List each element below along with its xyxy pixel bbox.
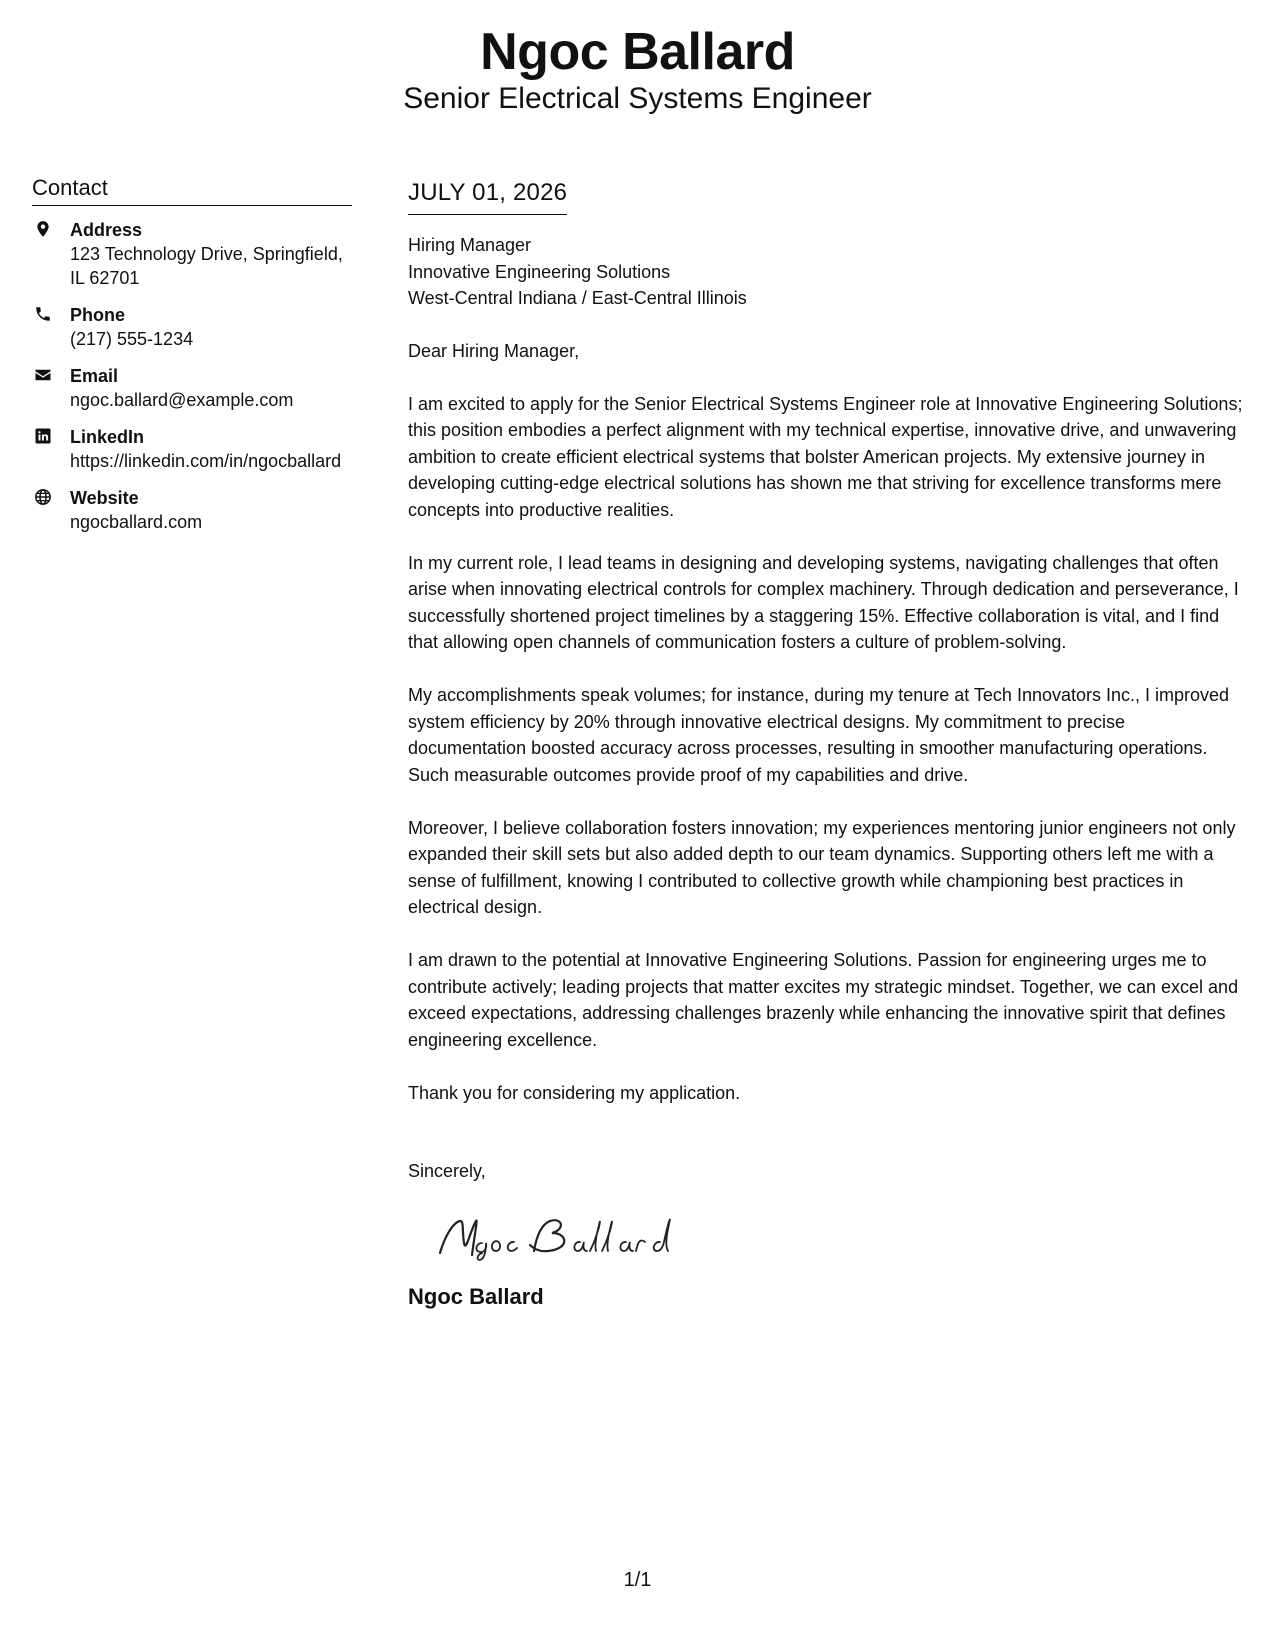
salutation: Dear Hiring Manager,	[408, 340, 580, 361]
contact-item-phone	[32, 303, 352, 351]
recipient-line: West-Central Indiana / East-Central Illinois	[408, 288, 747, 308]
map-pin-icon	[34, 220, 52, 238]
linkedin-label: LinkedIn	[70, 427, 145, 447]
globe-icon	[34, 488, 52, 506]
address-value: 123 Technology Drive, Springfield, IL 62701	[70, 244, 343, 288]
contact-item-linkedin	[32, 425, 352, 473]
handwritten-signature	[430, 1209, 690, 1269]
thank-you-line: Thank you for considering my application.	[408, 1082, 741, 1103]
envelope-icon	[34, 366, 52, 384]
body-paragraph: I am excited to apply for the Senior Electrical Systems Engineer role at Innovative Engineering Solutions; this position embodies a perfect alignment with my technical expertise, innovative drive, and unwavering ambition to create efficient electrical systems that bolster American projects. My extensive journey in developing cutting-edge electrical solutions has shown me that striving for excellence transforms mere concepts into productive realities.	[408, 393, 1243, 520]
contact-item-website	[32, 486, 352, 534]
body-paragraph: In my current role, I lead teams in designing and developing systems, navigating challenges that often arise when innovating electrical controls for complex machinery. Through dedication and perseverance, I successfully shortened project timelines by a staggering 15%. Effective collaboration is vital, and I find that allowing open channels of communication fosters a culture of problem-solving.	[408, 552, 1239, 652]
body-paragraph: I am drawn to the potential at Innovative Engineering Solutions. Passion for engineering urges me to contribute actively; leading projects that matter excites my strategic mindset. Together, we can excel and exceed expectations, addressing challenges brazenly while enhancing the innovative spirit that defines engineering excellence.	[408, 950, 1239, 1050]
phone-value: (217) 555-1234	[70, 329, 194, 349]
website-label: Website	[70, 488, 139, 508]
recipient-block	[408, 232, 1248, 312]
linkedin-value[interactable]: https://linkedin.com/in/ngocballard	[70, 451, 342, 471]
phone-label: Phone	[70, 305, 126, 325]
contact-list	[32, 218, 352, 534]
letter-header	[0, 22, 1275, 117]
phone-icon	[34, 305, 52, 323]
email-value: ngoc.ballard@example.com	[70, 390, 294, 410]
closing-line: Sincerely,	[408, 1161, 486, 1181]
contact-item-address	[32, 218, 352, 290]
recipient-line: Innovative Engineering Solutions	[408, 261, 671, 282]
body-paragraph: Moreover, I believe collaboration fosters innovation; my experiences mentoring junior engineers not only expanded their skill sets but also added depth to our team dynamics. Supporting others left me with a sense of fulfillment, knowing I contributed to collective growth while championing best practices in electrical design.	[408, 817, 1236, 917]
recipient-line: Hiring Manager	[408, 235, 532, 255]
letter-body	[408, 178, 1248, 1311]
date-block	[408, 178, 567, 215]
page-number: 1/1	[623, 1569, 652, 1591]
linkedin-icon	[34, 427, 52, 445]
website-value[interactable]: ngocballard.com	[70, 512, 203, 532]
contact-sidebar	[32, 174, 352, 547]
applicant-name: Ngoc Ballard	[480, 23, 795, 81]
contact-item-email	[32, 364, 352, 412]
signed-name: Ngoc Ballard	[408, 1283, 544, 1309]
body-paragraph: My accomplishments speak volumes; for instance, during my tenure at Tech Innovators Inc., I improved system efficiency by 20% through innovative electrical designs. My commitment to precise documentation boosted accuracy across processes, resulting in smoother manufacturing operations. Such measurable outcomes provide proof of my capabilities and drive.	[408, 685, 1230, 785]
address-label: Address	[70, 220, 143, 240]
email-label: Email	[70, 366, 119, 386]
applicant-title: Senior Electrical Systems Engineer	[403, 82, 872, 115]
letter-date: JULY 01, 2026	[408, 179, 568, 206]
contact-heading: Contact	[32, 174, 352, 206]
